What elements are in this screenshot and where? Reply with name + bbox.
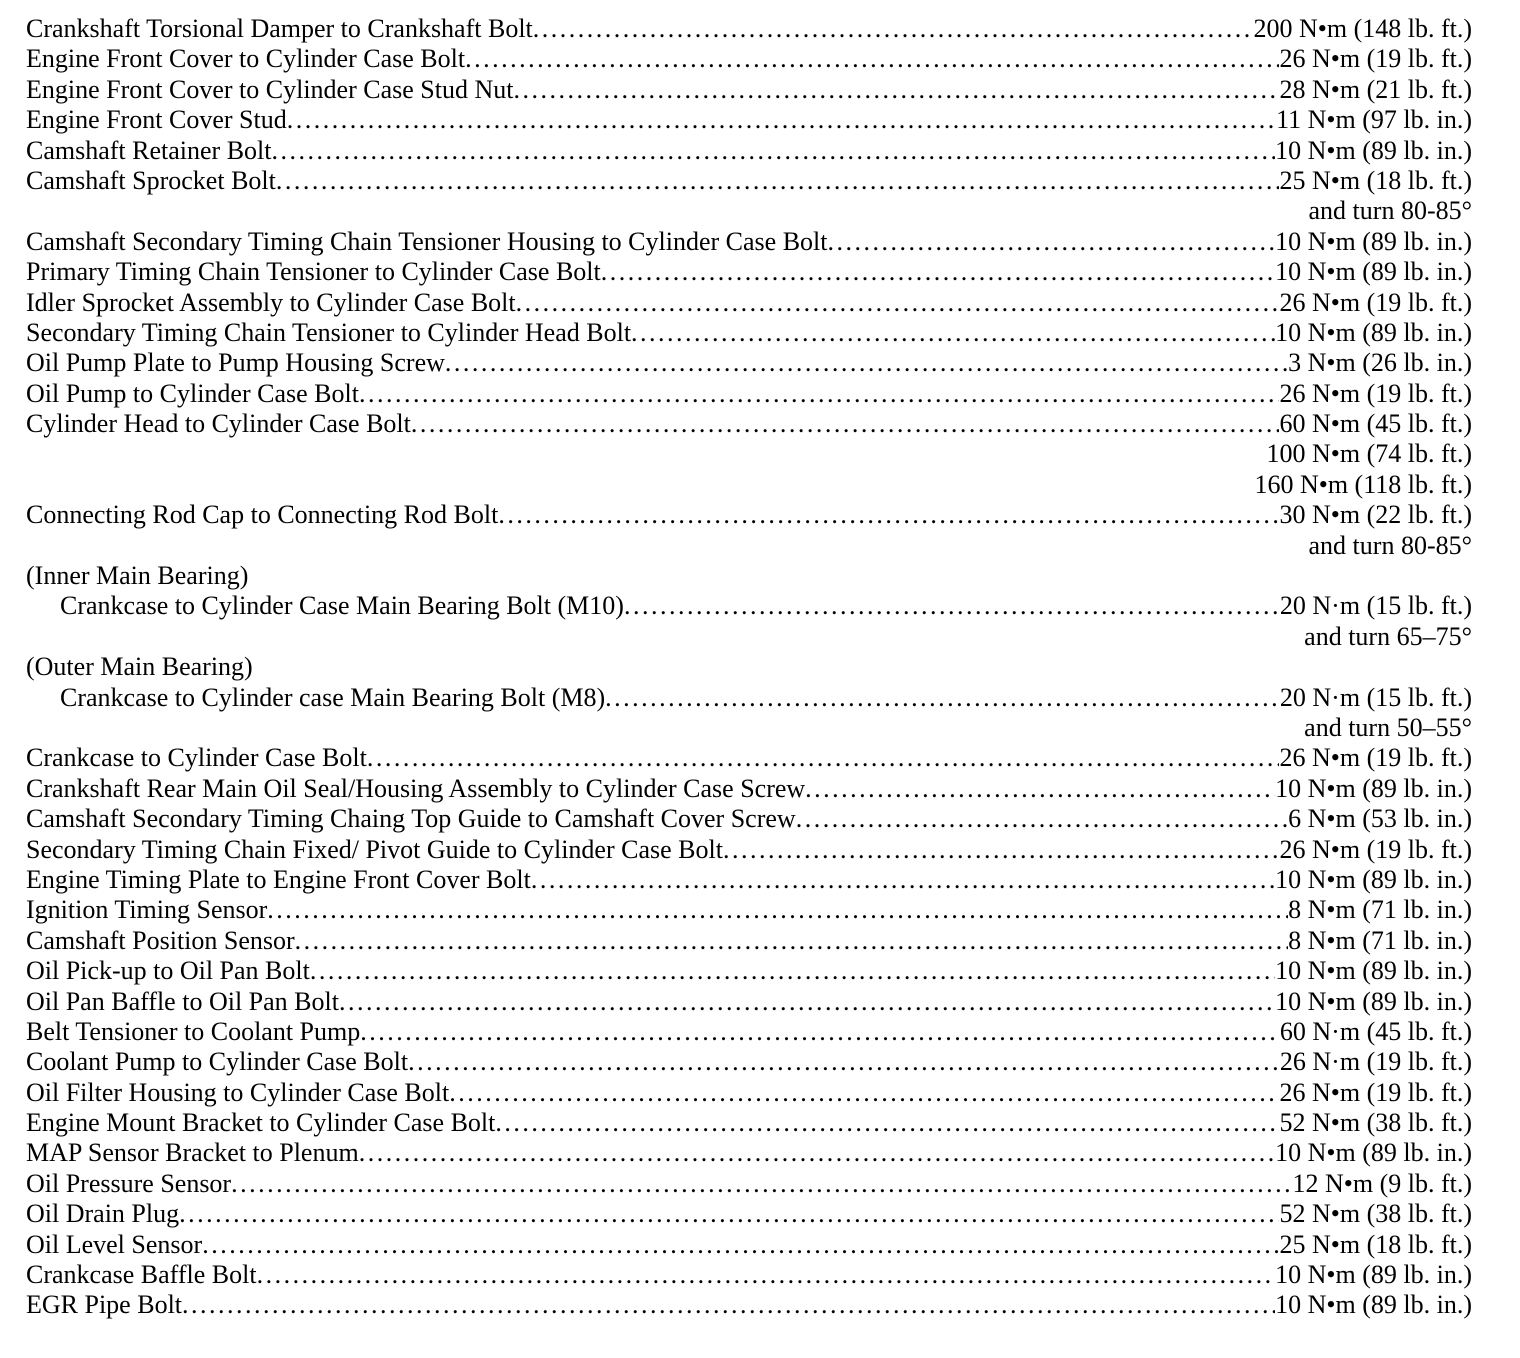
leader-dots (257, 1260, 1276, 1290)
torque-spec-list (0, 14, 1520, 1321)
leader-dots (796, 804, 1288, 834)
leader-dots (601, 257, 1275, 287)
leader-dots (367, 743, 1280, 773)
spec-extra-value: 100 N•m (74 lb. ft.) (1266, 439, 1472, 469)
spec-value: 26 N•m (19 lb. ft.) (1279, 44, 1472, 74)
spec-value: 25 N•m (18 lb. ft.) (1279, 1229, 1472, 1259)
spec-row (0, 44, 1520, 74)
spec-label: Engine Front Cover to Cylinder Case Bolt (26, 44, 466, 74)
leader-dots (513, 75, 1279, 105)
spec-value: 6 N•m (53 lb. in.) (1288, 804, 1472, 834)
spec-label: Crankcase to Cylinder Case Main Bearing Bolt (M10) (60, 591, 624, 621)
leader-dots (272, 136, 1276, 166)
spec-row (0, 257, 1520, 287)
spec-value: 26 N•m (19 lb. ft.) (1279, 743, 1472, 773)
spec-value: 28 N•m (21 lb. ft.) (1279, 74, 1472, 104)
spec-value: 11 N•m (97 lb. in.) (1276, 105, 1472, 135)
spec-value: 26 N•m (19 lb. ft.) (1279, 378, 1472, 408)
spec-label: Camshaft Secondary Timing Chaing Top Guide to Camshaft Cover Screw (26, 804, 796, 834)
section-heading (0, 652, 1520, 682)
leader-dots (287, 105, 1276, 135)
leader-dots (531, 865, 1275, 895)
leader-dots (179, 1199, 1279, 1229)
spec-label: Engine Front Cover to Cylinder Case Stud Nut (26, 74, 514, 104)
spec-value: 8 N•m (71 lb. in.) (1288, 925, 1472, 955)
spec-label: Ignition Timing Sensor (26, 895, 268, 925)
spec-extra-value: and turn 80-85° (1308, 196, 1472, 226)
spec-extra-value: and turn 65–75° (1304, 621, 1472, 651)
spec-row (0, 14, 1520, 44)
leader-dots (182, 1290, 1275, 1320)
spec-value: 52 N•m (38 lb. ft.) (1279, 1108, 1472, 1138)
spec-label: Crankcase to Cylinder Case Bolt (26, 743, 367, 773)
leader-dots (723, 835, 1280, 865)
leader-dots (533, 14, 1254, 44)
spec-label: Belt Tensioner to Coolant Pump (26, 1016, 361, 1046)
leader-dots (359, 1138, 1275, 1168)
spec-row (0, 500, 1520, 530)
leader-dots (339, 987, 1275, 1017)
spec-label: Oil Drain Plug (26, 1199, 180, 1229)
spec-label: Connecting Rod Cap to Connecting Rod Bolt (26, 500, 499, 530)
spec-label: Coolant Pump to Cylinder Case Bolt (26, 1047, 409, 1077)
spec-row (0, 835, 1520, 865)
spec-label: Oil Pan Baffle to Oil Pan Bolt (26, 986, 339, 1016)
spec-label: Oil Pump Plate to Pump Housing Screw (26, 348, 445, 378)
spec-value: 10 N•m (89 lb. in.) (1275, 135, 1472, 165)
spec-value: 30 N•m (22 lb. ft.) (1279, 500, 1472, 530)
leader-dots (516, 288, 1280, 318)
spec-label: Oil Pump to Cylinder Case Bolt (26, 378, 359, 408)
spec-row (0, 318, 1520, 348)
leader-dots (828, 227, 1276, 257)
spec-extra-row (0, 622, 1520, 652)
spec-extra-value: and turn 50–55° (1304, 712, 1472, 742)
spec-row (0, 865, 1520, 895)
spec-row (0, 1108, 1520, 1138)
spec-label: Cylinder Head to Cylinder Case Bolt (26, 409, 411, 439)
spec-value: 20 N·m (15 lb. ft.) (1279, 682, 1472, 712)
spec-value: 10 N•m (89 lb. in.) (1275, 986, 1472, 1016)
spec-value: 200 N•m (148 lb. ft.) (1253, 14, 1472, 43)
spec-label: Engine Front Cover Stud (26, 105, 287, 135)
spec-extra-row (0, 196, 1520, 226)
leader-dots (498, 500, 1279, 530)
spec-row (0, 956, 1520, 986)
spec-row (0, 774, 1520, 804)
spec-label: Camshaft Retainer Bolt (26, 135, 272, 165)
spec-label: Crankshaft Rear Main Oil Seal/Housing Assembly to Cylinder Case Screw (26, 773, 806, 803)
spec-label: Primary Timing Chain Tensioner to Cylinder Case Bolt (26, 257, 601, 287)
spec-value: 10 N•m (89 lb. in.) (1275, 1260, 1472, 1290)
spec-extra-row (0, 531, 1520, 561)
spec-value: 10 N•m (89 lb. in.) (1275, 317, 1472, 347)
leader-dots (465, 44, 1279, 74)
spec-value: 10 N•m (89 lb. in.) (1275, 956, 1472, 986)
spec-row (0, 1199, 1520, 1229)
spec-label: Crankshaft Torsional Damper to Crankshaft Bolt (26, 14, 533, 43)
spec-extra-row (0, 470, 1520, 500)
leader-dots (360, 1017, 1280, 1047)
spec-label: Secondary Timing Chain Tensioner to Cylinder Head Bolt (26, 317, 632, 347)
spec-value: 10 N•m (89 lb. in.) (1275, 864, 1472, 894)
spec-label: Camshaft Position Sensor (26, 925, 295, 955)
spec-value: 10 N•m (89 lb. in.) (1275, 257, 1472, 287)
spec-value: 26 N•m (19 lb. ft.) (1279, 287, 1472, 317)
spec-row (0, 348, 1520, 378)
leader-dots (267, 895, 1288, 925)
leader-dots (276, 166, 1280, 196)
spec-row (0, 1138, 1520, 1168)
spec-row (0, 1017, 1520, 1047)
spec-label: Crankcase to Cylinder case Main Bearing Bolt (M8) (60, 682, 606, 712)
spec-value: 60 N·m (45 lb. ft.) (1279, 1016, 1472, 1046)
spec-value: 26 N•m (19 lb. ft.) (1279, 1077, 1472, 1107)
spec-row (0, 804, 1520, 834)
section-heading-label: (Inner Main Bearing) (26, 561, 249, 591)
leader-dots (310, 956, 1275, 986)
leader-dots (445, 348, 1288, 378)
leader-dots (631, 318, 1275, 348)
spec-row (0, 895, 1520, 925)
spec-value: 20 N·m (15 lb. ft.) (1279, 591, 1472, 621)
spec-label: Crankcase Baffle Bolt (26, 1260, 257, 1290)
spec-label: Oil Pressure Sensor (26, 1168, 232, 1198)
spec-value: 8 N•m (71 lb. in.) (1288, 895, 1472, 925)
leader-dots (408, 1047, 1280, 1077)
spec-row (0, 1078, 1520, 1108)
spec-value: 52 N•m (38 lb. ft.) (1279, 1199, 1472, 1229)
spec-extra-value: 160 N•m (118 lb. ft.) (1254, 469, 1472, 499)
leader-dots (231, 1169, 1292, 1199)
spec-row (0, 105, 1520, 135)
spec-value: 3 N•m (26 lb. in.) (1288, 348, 1472, 378)
spec-label: Idler Sprocket Assembly to Cylinder Case Bolt (26, 287, 516, 317)
spec-row (0, 1047, 1520, 1077)
spec-row (0, 743, 1520, 773)
leader-dots (624, 591, 1280, 621)
leader-dots (449, 1078, 1279, 1108)
spec-label: Engine Timing Plate to Engine Front Cover Bolt (26, 864, 531, 894)
section-heading (0, 561, 1520, 591)
spec-label: Camshaft Sprocket Bolt (26, 165, 276, 195)
spec-label: Oil Pick-up to Oil Pan Bolt (26, 956, 310, 986)
spec-label: Oil Level Sensor (26, 1229, 203, 1259)
spec-extra-row (0, 713, 1520, 743)
spec-row (0, 166, 1520, 196)
leader-dots (605, 683, 1280, 713)
leader-dots (495, 1108, 1279, 1138)
spec-row (0, 1260, 1520, 1290)
spec-row (0, 683, 1520, 713)
spec-value: 10 N•m (89 lb. in.) (1275, 773, 1472, 803)
spec-row (0, 379, 1520, 409)
spec-row (0, 987, 1520, 1017)
leader-dots (359, 379, 1280, 409)
spec-value: 10 N•m (89 lb. in.) (1275, 1290, 1472, 1320)
leader-dots (411, 409, 1280, 439)
spec-row (0, 591, 1520, 621)
spec-value: 12 N•m (9 lb. ft.) (1292, 1168, 1472, 1198)
spec-row (0, 1230, 1520, 1260)
spec-label: EGR Pipe Bolt (26, 1290, 183, 1320)
leader-dots (202, 1230, 1279, 1260)
spec-row (0, 75, 1520, 105)
spec-row (0, 227, 1520, 257)
spec-label: Engine Mount Bracket to Cylinder Case Bolt (26, 1108, 496, 1138)
spec-row (0, 926, 1520, 956)
spec-extra-value: and turn 80-85° (1308, 530, 1472, 560)
spec-row (0, 288, 1520, 318)
spec-value: 26 N•m (19 lb. ft.) (1279, 834, 1472, 864)
spec-extra-row (0, 439, 1520, 469)
spec-label: MAP Sensor Bracket to Plenum (26, 1138, 359, 1168)
leader-dots (295, 926, 1288, 956)
spec-value: 10 N•m (89 lb. in.) (1275, 1138, 1472, 1168)
spec-value: 26 N·m (19 lb. ft.) (1279, 1047, 1472, 1077)
spec-label: Secondary Timing Chain Fixed/ Pivot Guide to Cylinder Case Bolt (26, 834, 723, 864)
spec-label: Camshaft Secondary Timing Chain Tensioner Housing to Cylinder Case Bolt (26, 226, 828, 256)
spec-row (0, 1290, 1520, 1320)
spec-row (0, 136, 1520, 166)
spec-value: 60 N•m (45 lb. ft.) (1279, 409, 1472, 439)
section-heading-label: (Outer Main Bearing) (26, 652, 253, 682)
spec-row (0, 1169, 1520, 1199)
spec-value: 25 N•m (18 lb. ft.) (1279, 165, 1472, 195)
spec-row (0, 409, 1520, 439)
spec-value: 10 N•m (89 lb. in.) (1275, 226, 1472, 256)
leader-dots (805, 774, 1275, 804)
spec-label: Oil Filter Housing to Cylinder Case Bolt (26, 1077, 450, 1107)
